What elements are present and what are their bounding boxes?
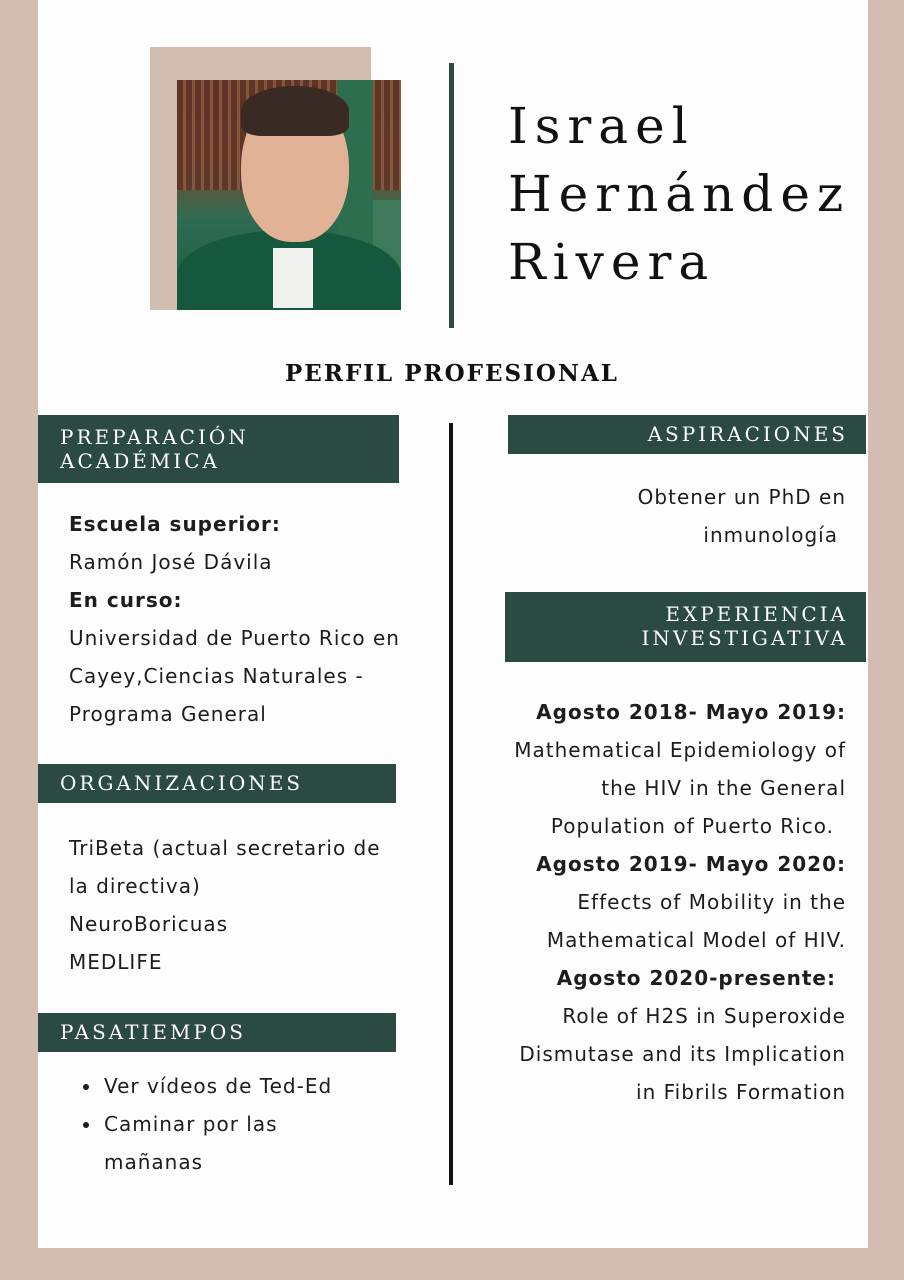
aspiraciones-line-2: inmunología — [703, 523, 838, 547]
preparacion-value-2c: Programa General — [69, 702, 267, 726]
profile-photo — [177, 80, 401, 310]
experiencia-line: Mathematical Model of HIV. — [546, 928, 846, 952]
experiencia-line: the HIV in the General — [601, 776, 846, 800]
organizacion-item: TriBeta (actual secretario de — [69, 836, 381, 860]
experiencia-heading — [505, 592, 866, 662]
experiencia-line: Dismutase and its Implication — [519, 1042, 846, 1066]
experiencia-period: Agosto 2018- Mayo 2019: — [536, 700, 846, 724]
experiencia-line: Effects of Mobility in the — [577, 890, 846, 914]
preparacion-heading-line1: PREPARACIÓN — [60, 425, 249, 449]
pasatiempo-item: • Caminar por las mañanas — [102, 1105, 334, 1181]
experiencia-heading-line2: INVESTIGATIVA — [641, 626, 848, 650]
section-title: PERFIL PROFESIONAL — [285, 360, 619, 387]
preparacion-content — [69, 505, 439, 733]
header-divider — [449, 63, 454, 328]
experiencia-line: in Fibrils Formation — [636, 1080, 846, 1104]
column-divider — [449, 423, 453, 1185]
preparacion-value-2a: Universidad de Puerto Rico en — [69, 626, 400, 650]
organizaciones-list — [69, 829, 439, 981]
preparacion-heading — [38, 415, 399, 483]
aspiraciones-heading: ASPIRACIONES — [508, 415, 866, 454]
organizaciones-heading: ORGANIZACIONES — [38, 764, 396, 803]
aspiraciones-content — [470, 478, 846, 554]
experiencia-line: Role of H2S in Superoxide — [562, 1004, 846, 1028]
preparacion-value-1: Ramón José Dávila — [69, 550, 273, 574]
name-middle: Hernández — [508, 165, 851, 223]
organizacion-item: MEDLIFE — [69, 950, 163, 974]
preparacion-label-2: En curso: — [69, 588, 183, 612]
preparacion-label-1: Escuela superior: — [69, 512, 281, 536]
person-name — [508, 92, 850, 296]
pasatiempos-list — [82, 1067, 442, 1181]
experiencia-line: Mathematical Epidemiology of — [514, 738, 846, 762]
aspiraciones-line-1: Obtener un PhD en — [637, 485, 846, 509]
pasatiempo-item: • Ver vídeos de Ted-Ed — [102, 1067, 442, 1105]
preparacion-value-2b: Cayey,Ciencias Naturales - — [69, 664, 364, 688]
name-last: Rivera — [508, 233, 716, 291]
organizacion-item: NeuroBoricuas — [69, 912, 229, 936]
name-first: Israel — [508, 97, 695, 155]
experiencia-period: Agosto 2020-presente: — [556, 966, 836, 990]
organizacion-item: la directiva) — [69, 874, 201, 898]
experiencia-line: Population of Puerto Rico. — [550, 814, 834, 838]
preparacion-heading-line2: ACADÉMICA — [60, 449, 220, 473]
experiencia-list — [466, 693, 846, 1111]
experiencia-period: Agosto 2019- Mayo 2020: — [536, 852, 846, 876]
pasatiempos-heading: PASATIEMPOS — [38, 1013, 396, 1052]
experiencia-heading-line1: EXPERIENCIA — [665, 602, 848, 626]
